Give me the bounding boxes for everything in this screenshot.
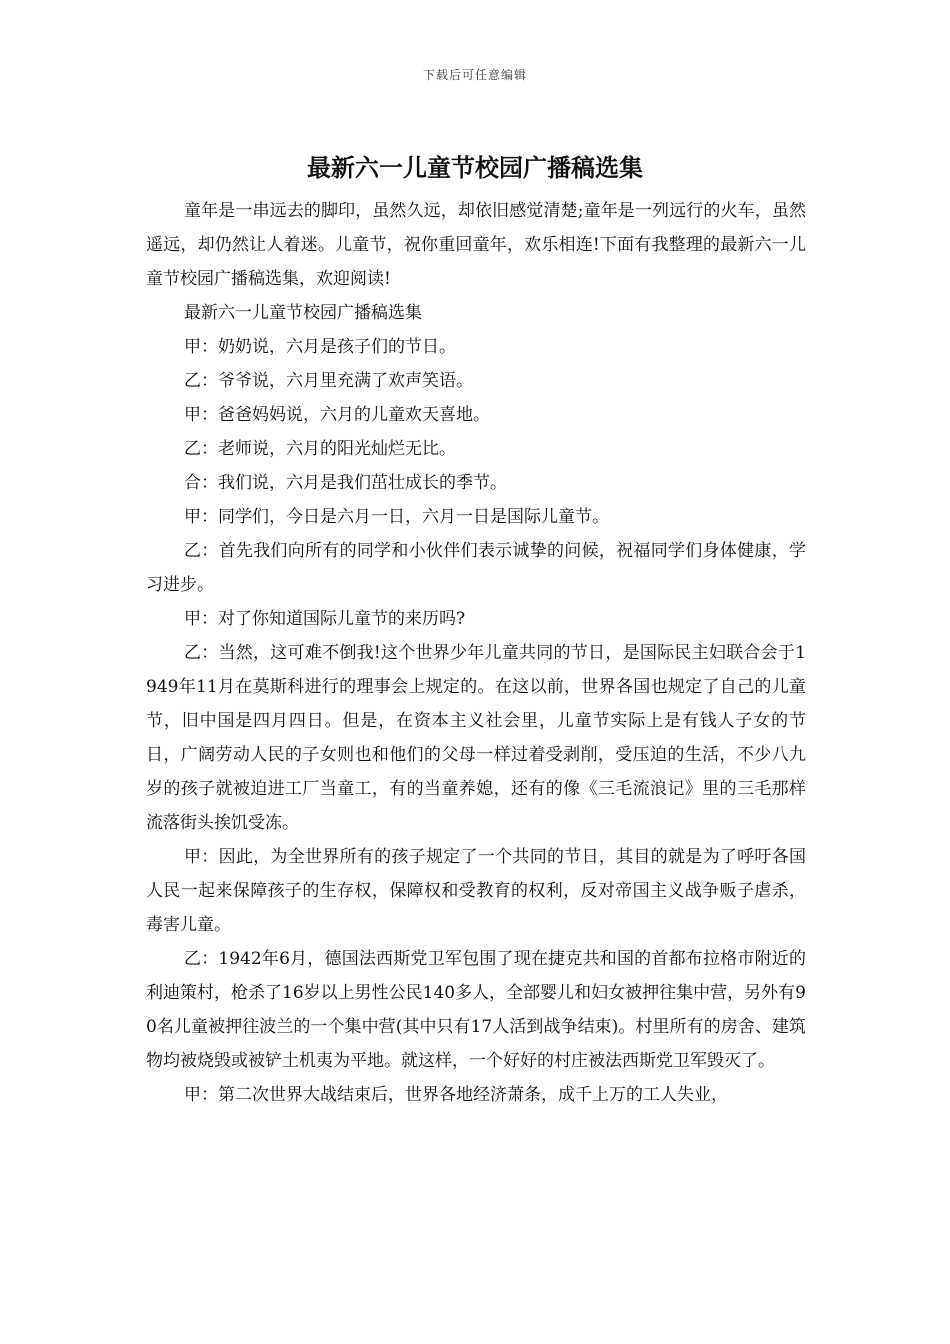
dialogue-line: 合：我们说，六月是我们茁壮成长的季节。: [184, 473, 507, 493]
dialogue-line: 甲：奶奶说，六月是孩子们的节日。: [184, 337, 456, 357]
paragraph-subtitle: 最新六一儿童节校园广播稿选集: [184, 303, 422, 323]
document-title: 最新六一儿童节校园广播稿选集: [307, 153, 643, 182]
dialogue-line: 乙：当然，这可难不倒我!这个世界少年儿童共同的节日，是国际民主妇联合会于1949年11月在莫斯科进行的理事会上规定的。在这以前，世界各国也规定了自己的儿童节，旧中国是四月四日。但是，在资本主义社会里，儿童节实际上是有钱人子女的节日，广阔劳动人民的子女则也和他们的父母一样过着受剥削，受压迫的生活，不少八九岁的孩子就被迫进工厂当童工，有的当童养媳，还有的像《三毛流浪记》里的三毛那样流落街头挨饥受冻。: [146, 643, 806, 833]
dialogue-line: 甲：对了你知道国际儿童节的来历吗?: [184, 609, 466, 629]
dialogue-line: 甲：第二次世界大战结束后，世界各地经济萧条，成千上万的工人失业，: [184, 1085, 728, 1105]
dialogue-line: 乙：爷爷说，六月里充满了欢声笑语。: [184, 371, 473, 391]
dialogue-line: 甲：因此，为全世界所有的孩子规定了一个共同的节日，其目的就是为了呼吁各国人民一起来保障孩子的生存权，保障权和受教育的权利，反对帝国主义战争贩子虐杀，毒害儿童。: [146, 847, 806, 935]
dialogue-line: 甲：同学们，今日是六月一日，六月一日是国际儿童节。: [184, 507, 609, 527]
dialogue-line: 甲：爸爸妈妈说，六月的儿童欢天喜地。: [184, 405, 490, 425]
page-header-note: 下载后可任意编辑: [422, 68, 527, 82]
dialogue-line: 乙：首先我们向所有的同学和小伙伴们表示诚挚的问候，祝福同学们身体健康，学习进步。: [146, 541, 806, 595]
document-body: [146, 194, 806, 1112]
dialogue-line: 乙：1942年6月，德国法西斯党卫军包围了现在捷克共和国的首都布拉格市附近的利迪策村，枪杀了16岁以上男性公民140多人，全部婴儿和妇女被押往集中营，另外有90名儿童被押往波兰的一个集中营(其中只有17人活到战争结束)。村里所有的房舍、建筑物均被烧毁或被铲土机夷为平地。就这样，一个好好的村庄被法西斯党卫军毁灭了。: [146, 949, 806, 1071]
dialogue-line: 乙：老师说，六月的阳光灿烂无比。: [184, 439, 456, 459]
paragraph-intro: 童年是一串远去的脚印，虽然久远，却依旧感觉清楚;童年是一列远行的火车，虽然遥远，却仍然让人着迷。儿童节，祝你重回童年，欢乐相连!下面有我整理的最新六一儿童节校园广播稿选集，欢迎阅读!: [146, 201, 806, 289]
